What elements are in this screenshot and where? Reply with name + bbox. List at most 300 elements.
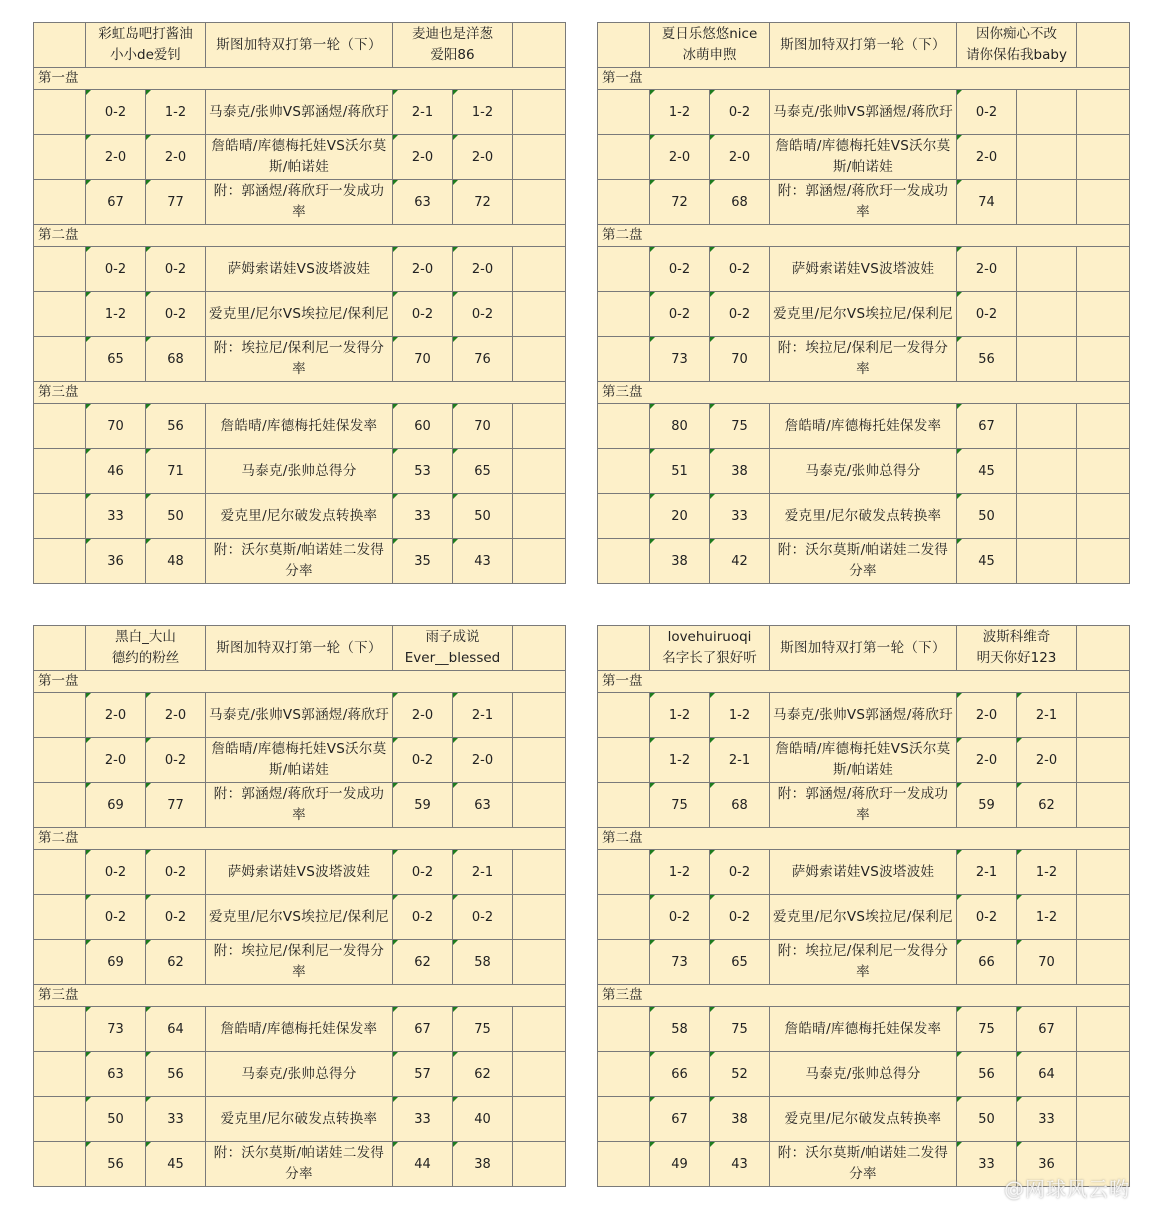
cell-comment-marker (957, 494, 962, 499)
table-row (598, 1097, 1130, 1142)
blank-cell (513, 247, 566, 292)
table-row (34, 940, 566, 985)
match-cell: 萨姆索诺娃VS波塔波娃 (770, 247, 957, 292)
cell-comment-marker (393, 1097, 398, 1102)
blank-cell (598, 494, 650, 539)
blank-cell (1077, 90, 1130, 135)
player-name: 德约的粉丝 (111, 650, 180, 666)
cell-comment-marker (453, 135, 458, 140)
table-row (598, 494, 1130, 539)
prediction-cell: 33 (393, 1097, 453, 1142)
cell-comment-marker (393, 1052, 398, 1057)
cell-comment-marker (393, 90, 398, 95)
set-label: 第三盘 (598, 985, 1130, 1007)
cell-comment-marker (146, 180, 151, 185)
cell-comment-marker (710, 940, 715, 945)
prediction-cell: 76 (453, 337, 513, 382)
prediction-cell: 0-2 (957, 292, 1017, 337)
cell-comment-marker (1017, 1007, 1022, 1012)
cell-comment-marker (453, 90, 458, 95)
set-label: 第一盘 (598, 68, 1130, 90)
prediction-cell: 1-2 (650, 90, 710, 135)
prediction-cell: 2-0 (957, 135, 1017, 180)
cell-comment-marker (650, 180, 655, 185)
cell-comment-marker (957, 1007, 962, 1012)
table-row (34, 449, 566, 494)
match-cell: 马泰克/张帅VS郭涵煜/蒋欣玗 (206, 693, 393, 738)
table-row (34, 1097, 566, 1142)
cell-comment-marker (86, 1142, 91, 1147)
blank-cell (513, 337, 566, 382)
blank-cell (598, 738, 650, 783)
prediction-cell: 1-2 (1017, 895, 1077, 940)
prediction-cell: 0-2 (650, 292, 710, 337)
cell-comment-marker (650, 135, 655, 140)
blank-cell (34, 539, 86, 584)
prediction-cell: 2-0 (453, 135, 513, 180)
blank-cell (598, 247, 650, 292)
cell-comment-marker (710, 895, 715, 900)
cell-comment-marker (710, 1142, 715, 1147)
table-row (34, 783, 566, 828)
prediction-cell (1017, 494, 1077, 539)
match-cell: 附：沃尔莫斯/帕诺娃二发得分率 (770, 1142, 957, 1187)
header-row (34, 23, 566, 68)
cell-comment-marker (957, 180, 962, 185)
cell-comment-marker (453, 1142, 458, 1147)
cell-comment-marker (393, 404, 398, 409)
prediction-cell: 59 (957, 783, 1017, 828)
table-row (598, 850, 1130, 895)
prediction-cell: 0-2 (393, 850, 453, 895)
cell-comment-marker (710, 850, 715, 855)
blank-cell (1077, 783, 1130, 828)
blank-cell (1077, 23, 1130, 68)
prediction-cell: 70 (393, 337, 453, 382)
prediction-cell: 0-2 (957, 90, 1017, 135)
match-cell: 詹皓晴/库德梅托娃保发率 (206, 1007, 393, 1052)
cell-comment-marker (453, 1097, 458, 1102)
cell-comment-marker (957, 895, 962, 900)
prediction-cell: 64 (1017, 1052, 1077, 1097)
cell-comment-marker (957, 247, 962, 252)
prediction-cell: 56 (957, 1052, 1017, 1097)
table-row (598, 895, 1130, 940)
cell-comment-marker (650, 292, 655, 297)
table-row (598, 292, 1130, 337)
player-name: Ever__blessed (404, 650, 501, 666)
set-label: 第二盘 (598, 828, 1130, 850)
cell-comment-marker (957, 738, 962, 743)
match-cell: 附：埃拉尼/保利尼一发得分率 (770, 940, 957, 985)
cell-comment-marker (957, 90, 962, 95)
cell-comment-marker (86, 783, 91, 788)
cell-comment-marker (146, 1097, 151, 1102)
prediction-cell: 0-2 (146, 850, 206, 895)
cell-comment-marker (146, 494, 151, 499)
cell-comment-marker (146, 90, 151, 95)
blank-cell (1077, 494, 1130, 539)
blank-cell (513, 693, 566, 738)
cell-comment-marker (146, 940, 151, 945)
prediction-cell: 0-2 (957, 895, 1017, 940)
prediction-cell: 33 (957, 1142, 1017, 1187)
cell-comment-marker (146, 895, 151, 900)
blank-cell (34, 693, 86, 738)
cell-comment-marker (957, 449, 962, 454)
prediction-cell: 0-2 (650, 895, 710, 940)
prediction-cell: 0-2 (86, 895, 146, 940)
cell-comment-marker (393, 180, 398, 185)
cell-comment-marker (453, 539, 458, 544)
table-row (34, 1142, 566, 1187)
match-cell: 爱克里/尼尔破发点转换率 (770, 494, 957, 539)
cell-comment-marker (650, 1007, 655, 1012)
table-row (34, 404, 566, 449)
prediction-cell: 72 (650, 180, 710, 225)
set-header-row (598, 828, 1130, 850)
cell-comment-marker (453, 895, 458, 900)
prediction-cell: 0-2 (710, 90, 770, 135)
prediction-cell: 33 (1017, 1097, 1077, 1142)
blank-cell (1077, 404, 1130, 449)
prediction-cell: 40 (453, 1097, 513, 1142)
prediction-cell: 2-0 (86, 693, 146, 738)
blank-cell (34, 738, 86, 783)
blank-cell (1077, 693, 1130, 738)
set-label: 第三盘 (34, 382, 566, 404)
prediction-cell: 2-0 (1017, 738, 1077, 783)
match-cell: 附：沃尔莫斯/帕诺娃二发得分率 (206, 1142, 393, 1187)
cell-comment-marker (146, 539, 151, 544)
prediction-cell: 48 (146, 539, 206, 584)
prediction-cell: 2-1 (453, 850, 513, 895)
player-name: 雨子成说 (425, 629, 480, 645)
blank-cell (598, 693, 650, 738)
prediction-cell: 73 (86, 1007, 146, 1052)
table-row (598, 783, 1130, 828)
set-label: 第一盘 (598, 671, 1130, 693)
match-cell: 马泰克/张帅VS郭涵煜/蒋欣玗 (206, 90, 393, 135)
cell-comment-marker (86, 404, 91, 409)
prediction-cell: 45 (957, 539, 1017, 584)
prediction-cell: 33 (146, 1097, 206, 1142)
cell-comment-marker (957, 693, 962, 698)
prediction-cell: 2-0 (453, 738, 513, 783)
prediction-cell: 70 (453, 404, 513, 449)
table-row (598, 693, 1130, 738)
blank-cell (34, 1142, 86, 1187)
cell-comment-marker (710, 90, 715, 95)
prediction-cell: 0-2 (393, 738, 453, 783)
prediction-cell: 66 (650, 1052, 710, 1097)
set-label: 第一盘 (34, 68, 566, 90)
prediction-cell: 70 (710, 337, 770, 382)
prediction-cell: 38 (453, 1142, 513, 1187)
blank-cell (1077, 850, 1130, 895)
blank-cell (34, 90, 86, 135)
cell-comment-marker (650, 895, 655, 900)
cell-comment-marker (453, 738, 458, 743)
prediction-cell (1017, 539, 1077, 584)
table-row (34, 539, 566, 584)
set-header-row (598, 382, 1130, 404)
set-header-row (598, 671, 1130, 693)
cell-comment-marker (650, 738, 655, 743)
cell-comment-marker (146, 292, 151, 297)
blank-cell (513, 895, 566, 940)
cell-comment-marker (710, 180, 715, 185)
prediction-cell: 62 (393, 940, 453, 985)
blank-cell (598, 180, 650, 225)
sheet-title: 斯图加特双打第一轮（下） (206, 23, 393, 68)
prediction-cell: 2-0 (710, 135, 770, 180)
table-row (598, 738, 1130, 783)
prediction-cell: 33 (86, 494, 146, 539)
player-name: 黑白_大山 (115, 629, 176, 645)
cell-comment-marker (957, 539, 962, 544)
prediction-cell: 69 (86, 940, 146, 985)
prediction-cell: 1-2 (146, 90, 206, 135)
prediction-cell: 1-2 (453, 90, 513, 135)
prediction-cell: 77 (146, 783, 206, 828)
table-row (34, 135, 566, 180)
cell-comment-marker (957, 940, 962, 945)
prediction-cell: 72 (453, 180, 513, 225)
blank-cell (513, 850, 566, 895)
cell-comment-marker (86, 337, 91, 342)
table-row (598, 90, 1130, 135)
prediction-cell: 20 (650, 494, 710, 539)
prediction-cell: 75 (453, 1007, 513, 1052)
cell-comment-marker (86, 1052, 91, 1057)
prediction-cell: 33 (393, 494, 453, 539)
sheet-title: 斯图加特双打第一轮（下） (770, 626, 957, 671)
cell-comment-marker (957, 404, 962, 409)
prediction-cell: 2-0 (957, 738, 1017, 783)
cell-comment-marker (86, 1097, 91, 1102)
player-name: 麦迪也是洋葱 (412, 26, 493, 42)
match-cell: 詹皓晴/库德梅托娃保发率 (770, 1007, 957, 1052)
header-row (598, 626, 1130, 671)
prediction-cell: 67 (650, 1097, 710, 1142)
cell-comment-marker (650, 940, 655, 945)
match-cell: 马泰克/张帅总得分 (206, 449, 393, 494)
match-cell: 附：郭涵煜/蒋欣玗一发成功率 (770, 180, 957, 225)
cell-comment-marker (1017, 850, 1022, 855)
cell-comment-marker (957, 850, 962, 855)
right-player-names (393, 626, 513, 671)
prediction-cell: 0-2 (146, 895, 206, 940)
prediction-cell: 69 (86, 783, 146, 828)
cell-comment-marker (1017, 1142, 1022, 1147)
blank-cell (598, 90, 650, 135)
blank-cell (34, 494, 86, 539)
prediction-cell: 36 (86, 539, 146, 584)
match-cell: 附：郭涵煜/蒋欣玗一发成功率 (206, 783, 393, 828)
cell-comment-marker (393, 135, 398, 140)
blank-cell (34, 449, 86, 494)
table-row (34, 292, 566, 337)
blank-cell (34, 337, 86, 382)
prediction-cell (1017, 292, 1077, 337)
match-cell: 附：郭涵煜/蒋欣玗一发成功率 (770, 783, 957, 828)
prediction-cell: 50 (86, 1097, 146, 1142)
prediction-sheet (33, 625, 566, 1187)
table-row (598, 404, 1130, 449)
cell-comment-marker (710, 693, 715, 698)
cell-comment-marker (393, 895, 398, 900)
cell-comment-marker (86, 494, 91, 499)
blank-cell (1077, 337, 1130, 382)
prediction-cell (1017, 404, 1077, 449)
cell-comment-marker (710, 1007, 715, 1012)
blank-cell (513, 1142, 566, 1187)
cell-comment-marker (650, 449, 655, 454)
prediction-cell: 68 (710, 180, 770, 225)
set-label: 第三盘 (598, 382, 1130, 404)
cell-comment-marker (86, 940, 91, 945)
prediction-sheet (33, 22, 566, 584)
prediction-sheet (597, 22, 1130, 584)
set-header-row (34, 225, 566, 247)
prediction-cell: 2-0 (146, 135, 206, 180)
cell-comment-marker (957, 1142, 962, 1147)
cell-comment-marker (393, 850, 398, 855)
blank-cell (1077, 1007, 1130, 1052)
blank-cell (513, 539, 566, 584)
prediction-cell: 64 (146, 1007, 206, 1052)
cell-comment-marker (146, 850, 151, 855)
player-name: 请你保佑我baby (966, 47, 1067, 63)
prediction-cell: 73 (650, 940, 710, 985)
prediction-cell: 38 (710, 449, 770, 494)
table-row (34, 895, 566, 940)
prediction-cell: 2-0 (650, 135, 710, 180)
prediction-cell: 1-2 (710, 693, 770, 738)
player-name: 夏日乐悠悠nice (661, 26, 758, 42)
table-row (598, 337, 1130, 382)
prediction-cell: 2-0 (146, 693, 206, 738)
cell-comment-marker (650, 1097, 655, 1102)
match-cell: 附：沃尔莫斯/帕诺娃二发得分率 (206, 539, 393, 584)
blank-cell (513, 292, 566, 337)
match-cell: 爱克里/尼尔破发点转换率 (770, 1097, 957, 1142)
cell-comment-marker (146, 135, 151, 140)
prediction-cell: 56 (146, 1052, 206, 1097)
prediction-cell: 74 (957, 180, 1017, 225)
match-cell: 爱克里/尼尔VS埃拉尼/保利尼 (206, 895, 393, 940)
blank-cell (1077, 180, 1130, 225)
prediction-cell: 73 (650, 337, 710, 382)
cell-comment-marker (650, 539, 655, 544)
prediction-cell: 35 (393, 539, 453, 584)
blank-cell (598, 404, 650, 449)
prediction-cell: 2-0 (393, 135, 453, 180)
match-cell: 詹皓晴/库德梅托娃VS沃尔莫斯/帕诺娃 (206, 738, 393, 783)
prediction-cell: 58 (453, 940, 513, 985)
blank-cell (34, 23, 86, 68)
blank-cell (598, 539, 650, 584)
prediction-cell: 38 (650, 539, 710, 584)
cell-comment-marker (86, 449, 91, 454)
blank-cell (1077, 626, 1130, 671)
blank-cell (34, 1052, 86, 1097)
table-row (598, 247, 1130, 292)
prediction-cell: 80 (650, 404, 710, 449)
prediction-cell: 1-2 (650, 738, 710, 783)
cell-comment-marker (650, 1142, 655, 1147)
prediction-cell: 0-2 (86, 90, 146, 135)
cell-comment-marker (393, 693, 398, 698)
match-cell: 詹皓晴/库德梅托娃VS沃尔莫斯/帕诺娃 (206, 135, 393, 180)
sheet-title: 斯图加特双打第一轮（下） (770, 23, 957, 68)
watermark: @网球风云哟 (1004, 1177, 1130, 1201)
prediction-cell: 0-2 (146, 247, 206, 292)
cell-comment-marker (453, 494, 458, 499)
prediction-cell: 56 (957, 337, 1017, 382)
cell-comment-marker (1017, 1097, 1022, 1102)
cell-comment-marker (453, 180, 458, 185)
cell-comment-marker (710, 539, 715, 544)
cell-comment-marker (650, 1052, 655, 1057)
table-row (34, 693, 566, 738)
match-cell: 萨姆索诺娃VS波塔波娃 (770, 850, 957, 895)
blank-cell (513, 135, 566, 180)
cell-comment-marker (710, 135, 715, 140)
blank-cell (598, 783, 650, 828)
match-cell: 爱克里/尼尔破发点转换率 (206, 494, 393, 539)
blank-cell (513, 940, 566, 985)
blank-cell (1077, 539, 1130, 584)
cell-comment-marker (710, 1052, 715, 1057)
cell-comment-marker (650, 337, 655, 342)
table-row (598, 940, 1130, 985)
blank-cell (598, 292, 650, 337)
cell-comment-marker (86, 1007, 91, 1012)
set-label: 第二盘 (34, 225, 566, 247)
blank-cell (513, 449, 566, 494)
prediction-cell: 65 (453, 449, 513, 494)
table-row (34, 90, 566, 135)
cell-comment-marker (1017, 783, 1022, 788)
prediction-cell: 0-2 (393, 292, 453, 337)
cell-comment-marker (86, 247, 91, 252)
match-cell: 马泰克/张帅VS郭涵煜/蒋欣玗 (770, 693, 957, 738)
prediction-cell: 45 (146, 1142, 206, 1187)
match-cell: 萨姆索诺娃VS波塔波娃 (206, 247, 393, 292)
player-name: 爱阳86 (430, 47, 475, 63)
cell-comment-marker (957, 135, 962, 140)
cell-comment-marker (86, 135, 91, 140)
table-row (34, 1052, 566, 1097)
player-name: 因你痴心不改 (976, 26, 1058, 42)
prediction-cell: 50 (453, 494, 513, 539)
cell-comment-marker (393, 1142, 398, 1147)
prediction-cell: 50 (146, 494, 206, 539)
cell-comment-marker (86, 738, 91, 743)
prediction-cell: 2-1 (710, 738, 770, 783)
cell-comment-marker (957, 783, 962, 788)
left-player-names (650, 626, 770, 671)
right-player-names (393, 23, 513, 68)
cell-comment-marker (146, 1052, 151, 1057)
cell-comment-marker (710, 292, 715, 297)
prediction-cell: 62 (146, 940, 206, 985)
blank-cell (598, 1142, 650, 1187)
cell-comment-marker (650, 783, 655, 788)
set-header-row (598, 225, 1130, 247)
